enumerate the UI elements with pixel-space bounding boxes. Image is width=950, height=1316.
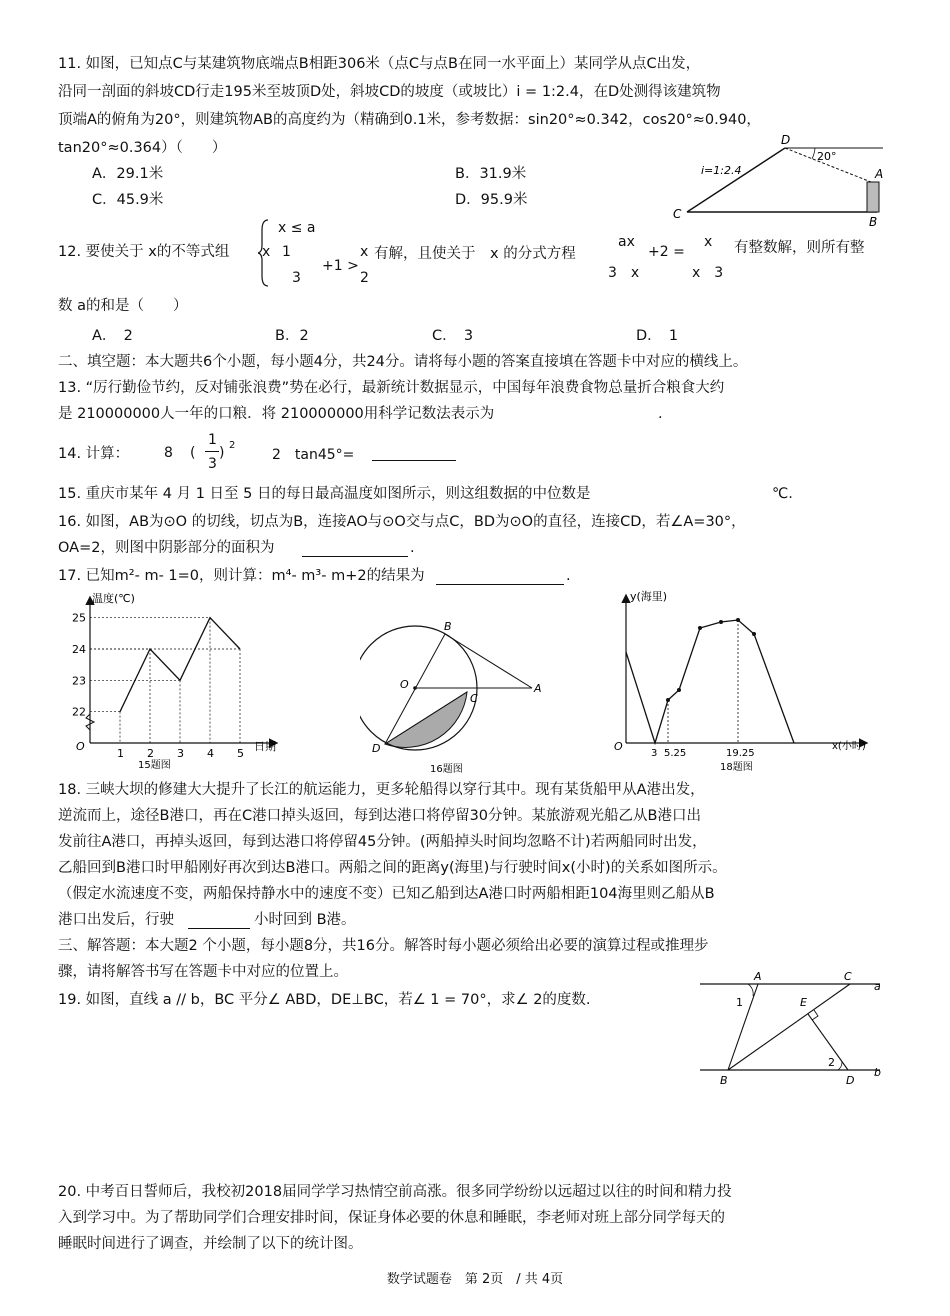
q11-angle-label: 20°	[817, 150, 837, 163]
q12-option-a: A． 2	[92, 328, 133, 344]
fig18-ylabel: y(海里)	[630, 590, 668, 603]
chart15-y-tick: 22	[72, 705, 86, 719]
q12-mid: 有解，且使关于 x 的分式方程	[374, 246, 576, 262]
q11-figure	[665, 130, 895, 230]
q14-exponent: 2	[229, 440, 236, 451]
chart15-y-tick: 24	[72, 643, 86, 656]
q11-point-b: B	[869, 215, 878, 229]
q19-point-e: E	[800, 996, 807, 1009]
q19-text: 19. 如图，直线 a // b，BC 平分∠ ABD，DE⊥BC，若∠ 1 = 70°，求∠ 2的度数.	[58, 992, 591, 1008]
q12-system-rhs-den: 2	[360, 270, 369, 286]
q13-line1: 13. “厉行勤俭节约，反对铺张浪费”势在必行，最新统计数据显示，中国每年浪费食物总量折合粮食大约	[58, 380, 725, 396]
q19-angle-2: 2	[828, 1056, 835, 1069]
q14-frac-den: 3	[208, 456, 217, 472]
q14-frac-bar	[205, 451, 219, 452]
q19-point-c: C	[844, 970, 852, 983]
fig16-point-o: O	[400, 678, 409, 691]
q12-system-top: x ≤ a	[278, 220, 316, 236]
q18-line1: 18. 三峡大坝的修建大大提升了长江的航运能力，更多轮船得以穿行其中。现有某货船甲从A港出发，	[58, 782, 705, 798]
chart15-x-tick: 5	[237, 747, 244, 760]
q13-end: .	[658, 406, 663, 422]
section-3-heading-line1: 三、解答题：本大题2 个小题，每小题8分，共16分。解答时每小题必须给出必要的演算过程或推理步	[58, 938, 709, 954]
q19-line-b: b	[874, 1066, 881, 1079]
q13-line2: 是 210000000人一年的口粮．将 210000000用科学记数法表示为	[58, 406, 495, 422]
chart15-ylabel: 温度(℃)	[92, 592, 135, 605]
q11-point-a: A	[875, 167, 884, 181]
q19-figure	[690, 962, 890, 1092]
q12-eq-den1: 3 x	[608, 265, 640, 281]
q18-line6b: 小时回到 B港。	[254, 912, 356, 928]
page-footer: 数学试题卷 第 2页 / 共 4页	[386, 1272, 564, 1287]
q17-text: 17. 已知m²- m- 1=0，则计算：m⁴- m³- m+2的结果为	[58, 568, 425, 584]
q19-angle-1: 1	[736, 996, 743, 1009]
chart15-x-tick: 3	[177, 747, 184, 760]
q18-line4: 乙船回到B港口时甲船刚好再次到达B港口。两船之间的距离y(海里)与行驶时间x(小时)的关系如图所示。	[58, 860, 727, 876]
q12-system-plus: +1 >	[322, 258, 359, 274]
q16-end: .	[410, 540, 415, 556]
q12-line2: 数 a的和是（ ）	[58, 298, 188, 314]
chart15-origin: O	[76, 740, 85, 753]
q12-eq-den2: x 3	[692, 265, 724, 281]
chart15-y-tick: 23	[72, 674, 86, 688]
q11-line1: 11. 如图，已知点C与某建筑物底端点B相距306米（点C与点B在同一水平面上）某同学从点C出发，	[58, 56, 701, 72]
fig18-distance-line	[626, 620, 794, 743]
q18-line5: （假定水流速度不变，两船保持静水中的速度不变）已知乙船到达A港口时两船相距104海里则乙船从B	[58, 886, 715, 902]
q14-frac-num: 1	[208, 432, 217, 448]
q20-line2: 入到学习中。为了帮助同学们合理安排时间，保证身体必要的休息和睡眠，李老师对班上部分同学每天的	[58, 1210, 725, 1226]
q14-left-paren: (	[190, 445, 196, 461]
fig18-xlabel: x(小时)	[832, 741, 866, 752]
fig16-caption: 16题图	[430, 764, 463, 775]
q11-line2: 沿同一剖面的斜坡CD行走195米至坡顶D处，斜坡CD的坡度（或坡比）i = 1:2.4，在D处测得该建筑物	[58, 84, 721, 100]
fig16-point-a: A	[534, 682, 542, 695]
q19-point-a: A	[754, 970, 762, 983]
q12-lead: 12. 要使关于 x的不等式组	[58, 244, 230, 260]
q12-system-rhs-num: x	[360, 244, 369, 260]
fig18-origin: O	[614, 740, 623, 753]
fig18-tick-3: 3	[651, 748, 658, 759]
chart15-x-tick: 2	[147, 747, 154, 760]
q11-point-d: D	[781, 133, 791, 147]
fig16-point-c: C	[470, 692, 478, 705]
q16-answer-blank[interactable]	[302, 540, 408, 557]
q18-line6a: 港口出发后，行驶	[58, 912, 174, 928]
q14-term-b: 2 tan45°=	[272, 447, 355, 463]
fig16-point-b: B	[444, 620, 452, 633]
q11-line3: 顶端A的俯角为20°，则建筑物AB的高度约为（精确到0.1米，参考数据：sin20°≈0.342，cos20°≈0.940，	[58, 112, 761, 128]
q12-eq-num1: ax	[618, 234, 635, 250]
chart-15	[58, 588, 298, 774]
q15-text: 15. 重庆市某年 4 月 1 日至 5 日的每日最高温度如图所示，则这组数据的中位数是	[58, 486, 591, 502]
figure-18	[608, 588, 878, 774]
q18-line2: 逆流而上，途径B港口，再在C港口掉头返回，每到达港口将停留30分钟。某旅游观光船乙从B港口出	[58, 808, 701, 824]
q12-system-x: x	[262, 244, 271, 260]
chart15-caption: 15题图	[138, 760, 171, 771]
q19-point-d: D	[846, 1074, 855, 1087]
q20-line3: 睡眠时间进行了调查，并绘制了以下的统计图。	[58, 1236, 363, 1252]
q11-point-c: C	[673, 207, 682, 221]
q11-option-d: D．95.9米	[455, 192, 528, 208]
q18-answer-blank[interactable]	[188, 912, 250, 929]
q11-option-b: B．31.9米	[455, 166, 527, 182]
q12-eq-num2: x	[704, 234, 713, 250]
figure-16	[360, 616, 550, 776]
q12-option-c: C． 3	[432, 328, 474, 344]
q12-option-b: B．2	[275, 328, 309, 344]
q11-option-c: C．45.9米	[92, 192, 164, 208]
q12-system-num: 1	[282, 244, 291, 260]
section-3-heading-line2: 骤，请将解答书写在答题卡中对应的位置上。	[58, 964, 348, 980]
fig16-point-d: D	[372, 742, 381, 755]
fig18-tick-19-25: 19.25	[726, 748, 755, 759]
q16-line2: OA=2，则图中阴影部分的面积为	[58, 540, 275, 556]
q16-line1: 16. 如图，AB为⊙O 的切线，切点为B，连接AO与⊙O交与点C，BD为⊙O的直径，连接CD，若∠A=30°，	[58, 514, 746, 530]
q11-slope-label: i=1:2.4	[701, 164, 742, 177]
chart15-xlabel: 日期	[254, 740, 276, 753]
fig18-tick-5-25: 5.25	[664, 748, 687, 759]
chart15-x-tick: 4	[207, 747, 214, 760]
q14-lead: 14. 计算：	[58, 446, 130, 462]
q12-eq-plus: +2 =	[648, 244, 685, 260]
q14-right-paren: )	[219, 445, 225, 461]
q12-system-den: 3	[292, 270, 301, 286]
q17-end: .	[566, 568, 571, 584]
q18-line3: 发前往A港口，再掉头返回，每到达港口将停留45分钟。(两船掉头时间均忽略不计)若两船同时出发，	[58, 834, 707, 850]
q19-line-a: a	[874, 980, 881, 993]
q11-option-a: A．29.1米	[92, 166, 164, 182]
q11-line4: tan20°≈0.364）（ ）	[58, 140, 227, 156]
q17-answer-blank[interactable]	[436, 568, 564, 585]
q12-tail: 有整数解，则所有整	[734, 240, 865, 256]
q15-unit: ℃.	[772, 486, 793, 502]
q12-option-d: D． 1	[636, 328, 679, 344]
q20-line1: 20. 中考百日誓师后，我校初2018届同学学习热情空前高涨。很多同学纷纷以远超过以往的时间和精力投	[58, 1184, 732, 1200]
fig18-caption: 18题图	[720, 762, 753, 773]
q14-answer-blank[interactable]	[372, 444, 456, 461]
q14-term-a: 8	[164, 445, 173, 461]
section-2-heading: 二、填空题：本大题共6个小题，每小题4分，共24分。请将每小题的答案直接填在答题卡中对应的横线上。	[58, 354, 748, 370]
chart15-y-tick: 25	[72, 611, 86, 625]
q19-point-b: B	[720, 1074, 728, 1087]
chart15-x-tick: 1	[117, 747, 124, 760]
